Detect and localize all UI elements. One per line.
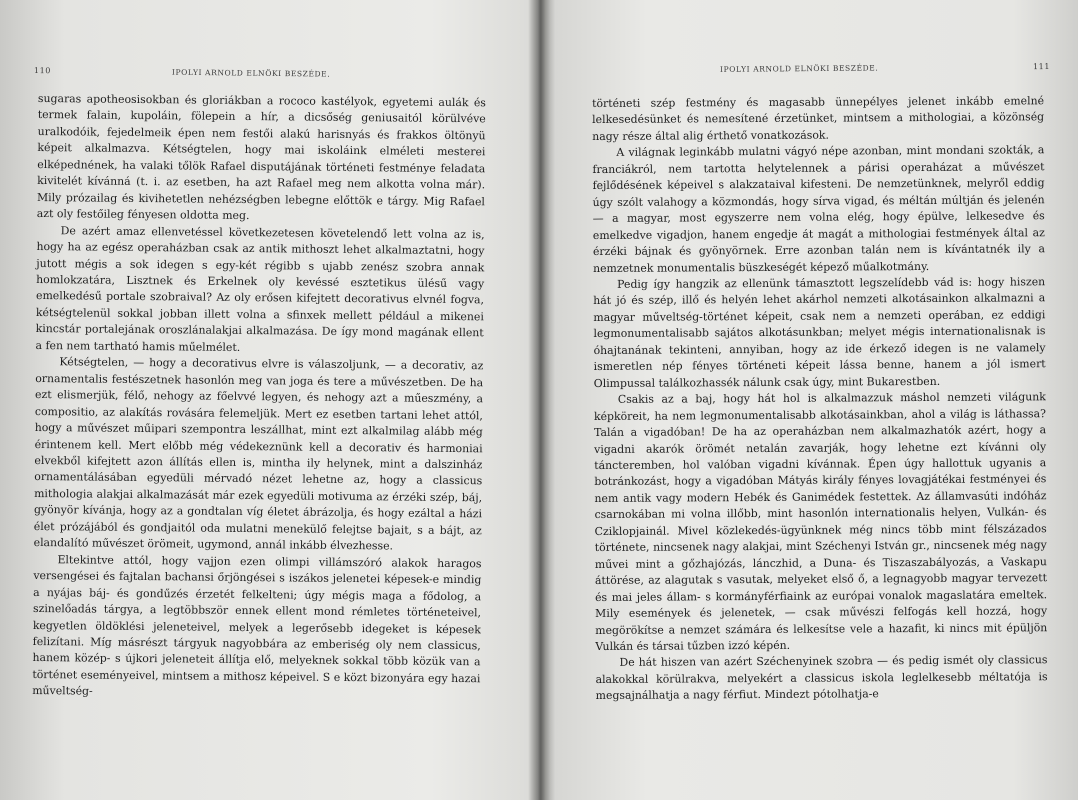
left-paragraph: Kétségtelen, — hogy a decorativus elvre is válaszoljunk, — a decorativ, az ornamentalis festészetnek hasonlón meg van joga és tere a művészetben. De ha ezt elismerjük, félő, nehogy az főelvvé legyen, és nehogy azt a műeszmény, a compositio, az alakítás rovására felemeljük. Mert ez esetben tartani lehet attól, hogy a művészet műipari szempontra leszállhat, mint ezt alkalmilag alább még érintenem kell. Mert előbb még védekeznünk kell a decorativ és harmoniai elvekből kifejtett azon állítás ellen is, mintha ily helynek, mint a dalszinház ornamentálásában egyedüli mérvadó nézet lehetne az, hogy a classicus mithologia alakjai alkalmazását már ezek egyedüli motivuma az érzéki szép, báj, gyönyör kívánja, hogy az a gondtalan víg életet ábrázolja, és hogy ezáltal a házi élet prózájából és gondjaitól oda mulatni menekülő felejtse bajait, s a bájt, az elandalító művészet örömeit, ugymond, annál inkább élvezhesse.: [33, 355, 484, 553]
right-running-head: [588, 61, 1058, 74]
left-page-body: [32, 91, 486, 704]
right-page: [540, 0, 1078, 800]
right-paragraph: Pedig így hangzik az ellenünk támasztott legszelídebb vád is: hogy hiszen hát jó és szép, illő és helyén lehet akárhol nemzeti alkotásainkon alkalmazni a magyar műveltség-történet képeit, csak nem a nemzeti operában, ez eddigi legmonumentalisabb sajátos alkotásunkban; melyet mégis internationalisnak is óhajtanának tekinteni, annyiban, hogy az ide érkező idegen is ne valamely ismeretlen nép fényes történeti képeit lássa benne, hanem a jól ismert Olimpussal találkozhassék nálunk csak úgy, mint Bukarestben.: [593, 275, 1046, 390]
left-paragraph: sugaras apotheosisokban és gloriákban a rococo kastélyok, egyetemi aulák és termek falain, kupoláin, fölepein a hír, a dicsőség geniusaitól körülvéve uralkodóik, fejedelmeik épen nem festői alakú harisnyás és frakkos öltönyü képeit alkalmazva. Kétségtelen, hogy mai iskoláink elméleti mesterei elképednének, ha valaki tőlök Rafael disputájának történeti festménye feladata kivitelét kívánná (t. i. az esetben, ha azt Rafael meg nem alkotta volna már). Mily prózailag és kivihetetlen nehézségben lebegne előttök e tárgy. Mig Rafael azt oly festőileg fényesen oldotta meg.: [36, 91, 486, 223]
right-page-body: [592, 93, 1048, 705]
right-paragraph: Csakis az a baj, hogy hát hol is alkalmazzuk máshol nemzeti világunk képköreit, ha nem legmonumentalisabb alkotásainkban, ahol a világ is láthassa? Talán a vigadóban! De ha az operaházban nem alkalmazhatók azért, hogy a vigadni akarók örömét netalán zavarják, hogy lehetne ezt kívánni oly táncteremben, hol valóban vigadni kívánnak. Épen úgy hallottuk ugyanis a botránkozást, hogy a vigadóban Mátyás király fényes lovagjátékai festményei és nem antik vagy modern Hebék és Ganimédek festettek. Az államvasúti indóház csarnokában mi volna illőbb, mint hasonlón internationalis helyen, Vulkán- és Cziklopjainál. Mivel közlekedés-ügyünknek még nincs több mint félszázados története, nincsenek nagy alakjai, mint Széchenyi István gr., nincsenek még nagy művei mint a gőzhajózás, lánczhid, a Duna- és Tiszaszabályozás, a Vaskapu áttörése, az alagutak s vasutak, melyeket első ő, a legnagyobb magyar tervezett és mai jeles állam- s kormányférfiaink az európai vonalok magaslatára emeltek. Mily események és jelenetek, — csak művészi felfogás kell hozzá, hogy megörökítse a nemzet számára és lelkesítse vele a hazafit, ki nincs mit épüljön Vulkán és társai tűzben izzó képén.: [593, 390, 1048, 653]
left-running-title: IPOLYI ARNOLD ELNÖKI BESZÉDE.: [171, 67, 331, 79]
left-page-number: 110: [33, 66, 52, 76]
right-running-title: IPOLYI ARNOLD ELNÖKI BESZÉDE.: [719, 63, 879, 74]
left-paragraph: De azért amaz ellenvetéssel következetesen követelendő lett volna az is, hogy ha az egész operaházban csak az antik mithoszt lehet alkalmaztatni, hogy jutott mégis a sok idegen s egy-két régibb s ujabb zenész szobra annak homlokzatára, Lisztnek és Erkelnek oly kevéssé esztetikus ülésű vagy emelkedésű portale szobraival? Az oly erősen kifejtett decorativus elvnél fogva, kétségtelenül sokkal jobban illett volna a sfinxek mellett például a mikenei kincstár portalejának oroszlánalakjai alkalmazása. De így mond magának ellent a fen nem tartható hamis műelmélet.: [35, 223, 485, 354]
right-paragraph: De hát hiszen van azért Széchenyinek szobra — és pedig ismét oly classicus alakokkal körülrakva, melyekért a classicus iskola leglelkesebb méltatója is megsajnálhatja a nagy férfiut. Mindezt pótolhatja-e: [595, 653, 1048, 703]
left-paragraph: Eltekintve attól, hogy vajjon ezen olimpi villámszóró alakok haragos versengései és fajtalan bachansi őrjöngései s iszákos jelenetei képesek-e mindig a nyájas báj- és gondűzés érzetét felkelteni; úgy mégis maga a fődolog, a szinelőadás tárgya, a legtöbbször ennek ellent mond rémletes történeteivel, kegyetlen öldöklési jeleneteivel, melyek a legerősebb idegeket is képesek felizítani. Míg másrészt tárgyuk nagyobbára az emberiség oly nem classicus, hanem közép- s újkori jeleneteit állítja elő, melyeknek sokkal több közük van a történet eseményeivel, mintsem a mithosz képeivel. S e közt bizonyára egy hazai műveltség-: [32, 552, 482, 698]
right-paragraph: történeti szép festmény és magasabb ünnepélyes jelenet inkább emelné lelkesedésünket és nemesítené érzetünket, mintsem a mithologiai, a közönség nagy része által alig érthető vonatkozások.: [592, 94, 1045, 143]
right-paragraph: A világnak leginkább mulatni vágyó népe azonban, mint mondani szokták, a franciákról, nem tartotta helytelennek a párisi operaházat a művészet fejlődésének képeivel s alakzataival kifesteni. De nemzetünknek, melyről eddig úgy szólt valahogy a közmondás, hogy sírva vigad, és méltán múltján és jelenén — a magyar, most egyszerre nem volna elég, hogy épülve, lelkesedve és emelkedve vigadjon, hanem engedje át magát a mithologiai festmények által az érzéki bájnak és gyönyörnek. Erre azonban talán nem is kívántatnék ily a nemzetnek monumentalis büszkeségét képező műalkotmány.: [592, 143, 1045, 275]
right-page-number: 111: [1032, 61, 1051, 72]
left-running-head: [33, 66, 494, 79]
left-page: [0, 0, 538, 800]
